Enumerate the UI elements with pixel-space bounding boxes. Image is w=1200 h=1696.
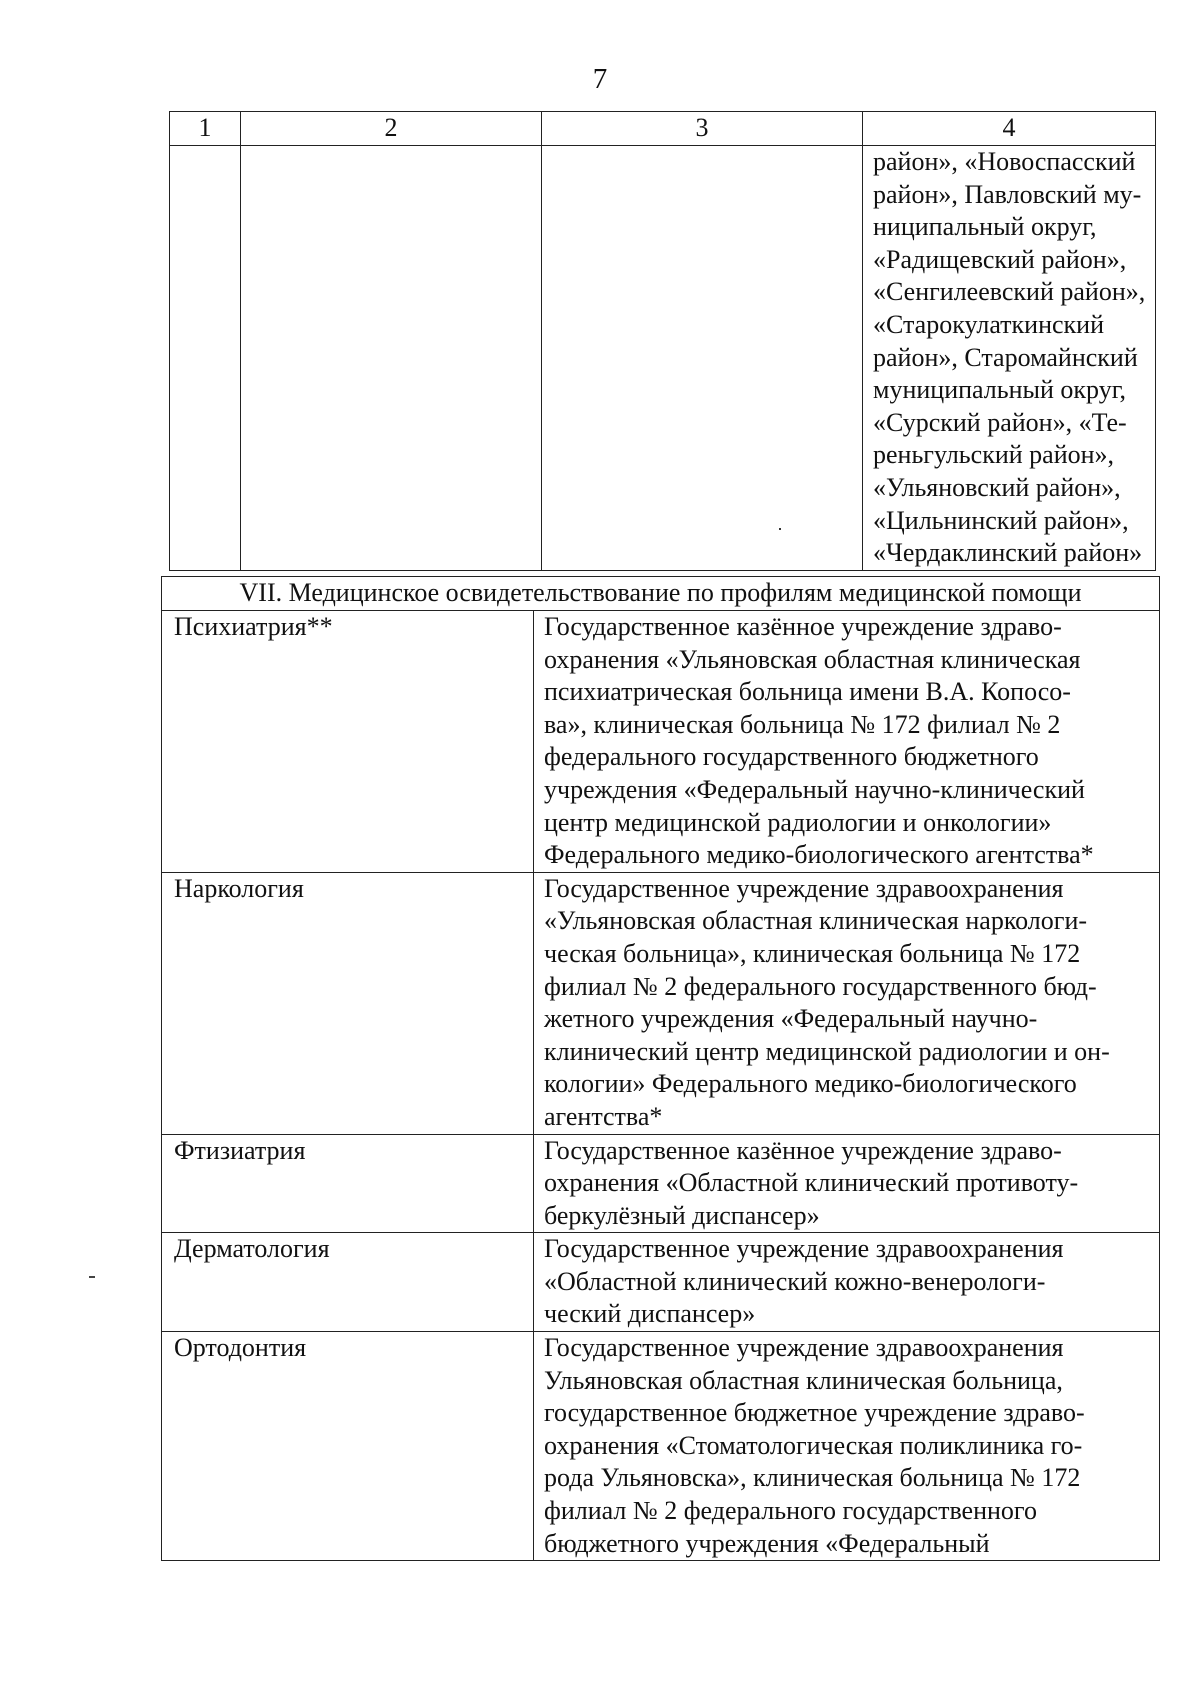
text-line: «Сурский район», «Те- (873, 407, 1127, 437)
table-row (162, 1233, 1160, 1332)
text-line: Федерального медико-биологического агентства* (544, 840, 1094, 870)
text-line: ва», клиническая больница № 172 филиал № 2 (544, 709, 1061, 739)
text-line: бюджетного учреждения «Федеральный (544, 1528, 990, 1558)
cell-col-3 (542, 146, 863, 571)
text-line: федерального государственного бюджетного (544, 742, 1039, 772)
table-continuation (169, 111, 1156, 571)
table-section-vii (161, 576, 1160, 1561)
institution-cell (534, 872, 1160, 1134)
cell-col-1 (170, 146, 241, 571)
section-title-row (162, 577, 1160, 611)
text-line: ниципальный округ, (873, 212, 1097, 242)
profile-name: Психиатрия** (162, 611, 534, 873)
text-line: «Радищевский район», (873, 244, 1127, 274)
table-row (170, 146, 1156, 571)
institution-cell (534, 1332, 1160, 1561)
text-line: охранения «Стоматологическая поликлиника го- (544, 1430, 1083, 1460)
text-line: «Чердаклинский район» (873, 538, 1143, 568)
text-line: район», «Новоспасский (873, 147, 1136, 176)
text-line: психиатрическая больница имени В.А. Копосо- (544, 677, 1071, 707)
header-col-4: 4 (863, 112, 1156, 146)
profile-name: Наркология (162, 872, 534, 1134)
text-line: филиал № 2 федерального государственного (544, 1496, 1037, 1526)
cell-col-4 (863, 146, 1156, 571)
text-line: Государственное учреждение здравоохранения (544, 873, 1064, 903)
text-line: Государственное казённое учреждение здраво- (544, 1135, 1062, 1165)
institution-cell (534, 1233, 1160, 1332)
text-line: Ульяновская областная клиническая больница, (544, 1365, 1063, 1395)
text-line: клинический центр медицинской радиологии и он- (544, 1036, 1110, 1066)
table-row (162, 611, 1160, 873)
text-line: охранения «Ульяновская областная клиническая (544, 644, 1081, 674)
profile-name: Дерматология (162, 1233, 534, 1332)
text-line: район», Павловский му- (873, 179, 1142, 209)
institution-cell (534, 611, 1160, 873)
text-line: центр медицинской радиологии и онкологии» (544, 807, 1052, 837)
text-line: «Ульяновская областная клиническая наркологи- (544, 906, 1088, 936)
cell-col-2 (241, 146, 542, 571)
text-line: беркулёзный диспансер» (544, 1200, 820, 1230)
text-line: учреждения «Федеральный научно-клинический (544, 774, 1085, 804)
page-number: 7 (592, 63, 608, 95)
text-line: филиал № 2 федерального государственного бюд- (544, 971, 1097, 1001)
text-line: район», Старомайнский (873, 342, 1138, 372)
text-line: Государственное казённое учреждение здраво- (544, 612, 1062, 641)
text-line: «Ульяновский район», (873, 472, 1121, 502)
profile-name: Фтизиатрия (162, 1134, 534, 1233)
table-row (162, 872, 1160, 1134)
text-line: «Сенгилеевский район», (873, 277, 1146, 307)
table-row (162, 1332, 1160, 1561)
text-line: ческий диспансер» (544, 1299, 756, 1329)
text-line: жетного учреждения «Федеральный научно- (544, 1004, 1038, 1034)
text-line: «Областной клинический кожно-венерологи- (544, 1266, 1046, 1296)
text-line: «Цильнинский район», (873, 505, 1129, 535)
text-line: охранения «Областной клинический противоту- (544, 1168, 1079, 1198)
text-line: кологии» Федерального медико-биологического (544, 1069, 1077, 1099)
text-line: муниципальный округ, (873, 375, 1126, 405)
header-col-2: 2 (241, 112, 542, 146)
text-line: государственное бюджетное учреждение здраво- (544, 1398, 1085, 1428)
header-col-1: 1 (170, 112, 241, 146)
profile-name: Ортодонтия (162, 1332, 534, 1561)
institution-cell (534, 1134, 1160, 1233)
text-line: «Старокулаткинский (873, 309, 1105, 339)
text-line: Государственное учреждение здравоохранения (544, 1333, 1064, 1363)
section-title: VII. Медицинское освидетельствование по профилям медицинской помощи (162, 577, 1160, 611)
text-line: Государственное учреждение здравоохранения (544, 1234, 1064, 1264)
scan-speck (779, 528, 781, 530)
text-line: агентства* (544, 1101, 663, 1131)
table-row (162, 1134, 1160, 1233)
text-line: реньгульский район», (873, 440, 1115, 470)
text-line: рода Ульяновска», клиническая больница № 172 (544, 1463, 1081, 1493)
text-line: ческая больница», клиническая больница № 172 (544, 938, 1081, 968)
header-col-3: 3 (542, 112, 863, 146)
margin-mark (89, 1276, 95, 1278)
table-header-row (170, 112, 1156, 146)
